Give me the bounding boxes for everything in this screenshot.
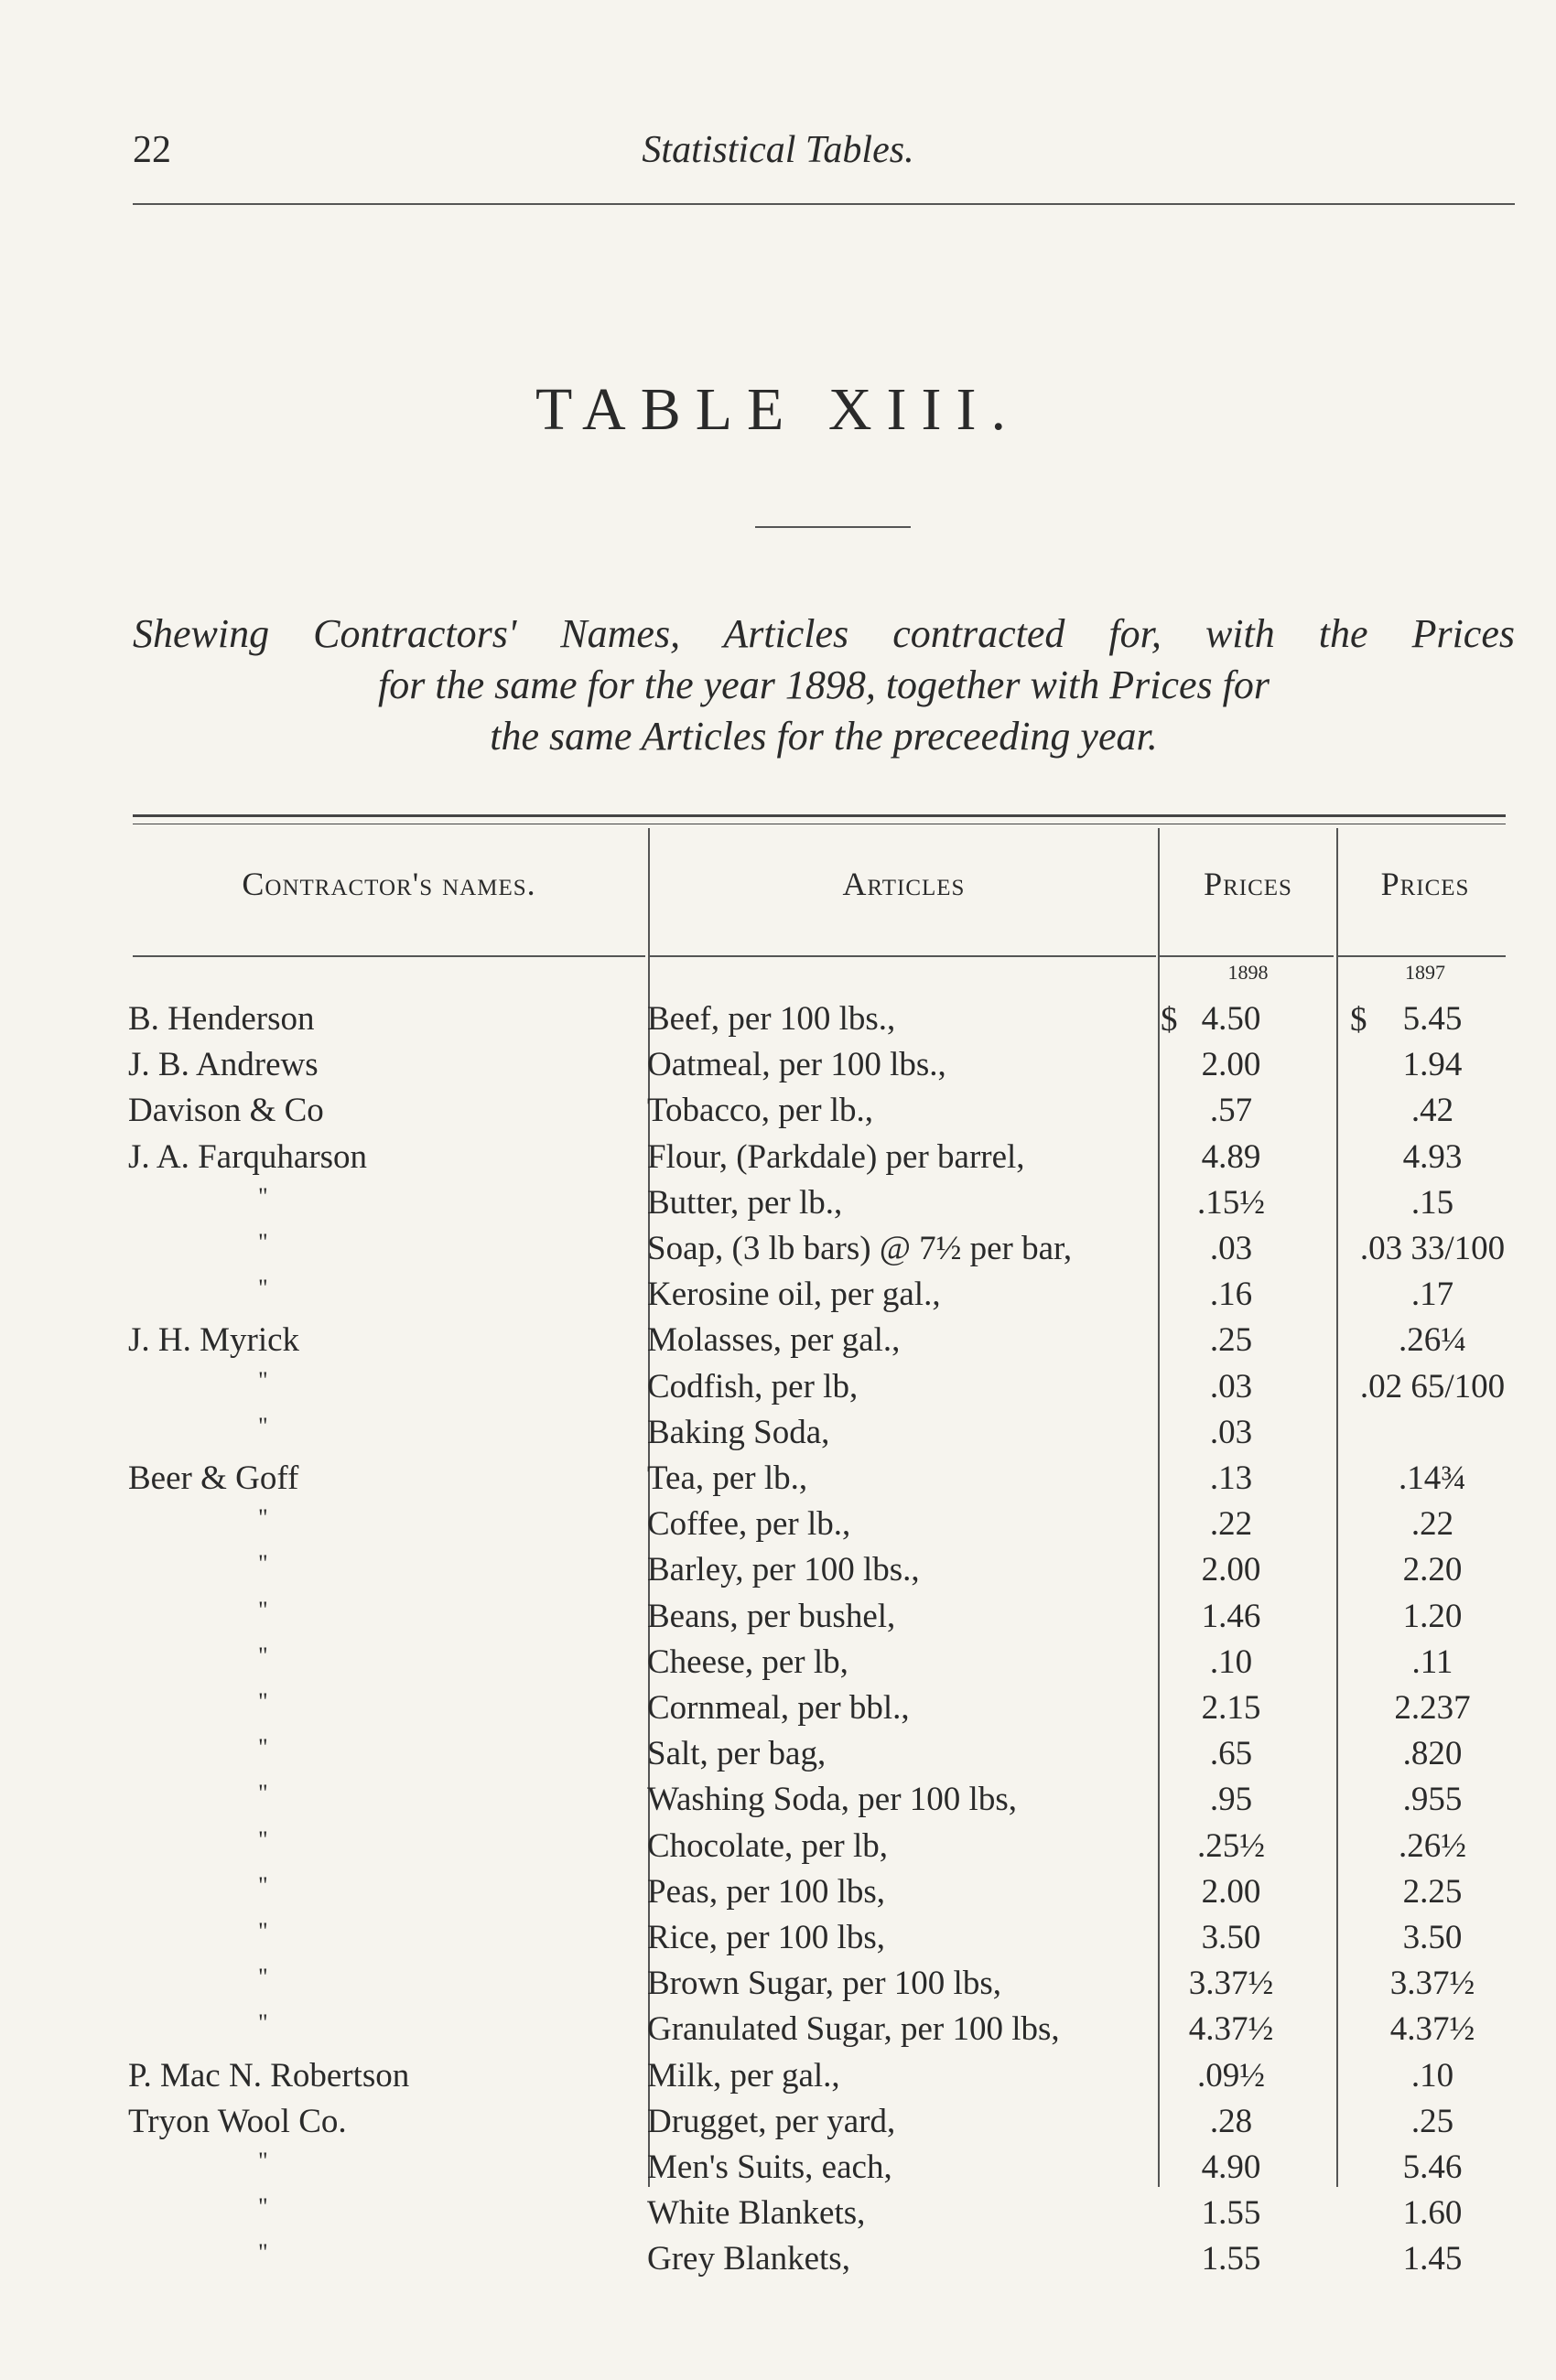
table-caption [133,608,1515,762]
price-1897: 1.94 [1402,1046,1463,1084]
price-1897: .25 [1410,2102,1454,2140]
header-rule-1897 [1338,955,1506,957]
contractor-name: Beer & Goff [128,1459,299,1497]
contractor-name: " [258,1688,267,1715]
price-1897: 1.60 [1402,2194,1463,2233]
price-1897: .26¼ [1399,1321,1466,1360]
article-name: Chocolate, per lb, [647,1826,889,1865]
article-name: Coffee, per lb., [647,1505,851,1544]
price-1898: 2.00 [1201,1551,1261,1589]
price-1897: 5.45 [1402,1000,1463,1038]
contractor-name: J. H. Myrick [128,1321,300,1360]
article-name: Milk, per gal., [647,2056,840,2095]
running-head: Statistical Tables. [642,129,914,171]
price-1898: 1.46 [1201,1597,1261,1635]
article-name: Cornmeal, per bbl., [647,1689,910,1727]
table-row [0,2239,1556,2285]
article-name: Grey Blankets, [647,2240,850,2278]
price-1898: 4.90 [1201,2148,1261,2186]
article-name: Beans, per bushel, [647,1597,896,1635]
contractor-name: " [258,1964,267,1991]
table-row [0,1642,1556,1688]
price-1897: 3.37½ [1389,1965,1475,2003]
article-name: White Blankets, [647,2194,866,2233]
page-number: 22 [133,129,171,171]
table-row [0,2009,1556,2055]
article-name: Barley, per 100 lbs., [647,1551,920,1589]
header-contractor: Contractor's names. [242,866,536,902]
price-1897: .820 [1402,1735,1463,1773]
table-row [0,1918,1556,1964]
caption-line-2: for the same for the year 1898, together with Prices for [378,662,1270,707]
contractor-name: " [258,1412,267,1439]
article-name: Butter, per lb., [647,1183,843,1222]
contractor-name: " [258,1275,267,1302]
title-rule [755,526,911,528]
price-1897: .02 65/100 [1359,1367,1506,1405]
article-name: Codfish, per lb, [647,1367,859,1405]
article-name: Drugget, per yard, [647,2102,896,2140]
contractor-name: " [258,2239,267,2267]
price-1897: .42 [1410,1092,1454,1130]
contractor-name: " [258,2148,267,2174]
article-name: Cheese, per lb, [647,1642,848,1681]
table-row [0,1459,1556,1504]
table-row [0,1367,1556,1413]
price-1897: .10 [1410,2056,1454,2095]
caption-line-1: Shewing Contractors' Names, Articles contracted for, with the Prices [133,611,1515,656]
contractor-name: " [258,1780,267,1807]
caption-line-3: the same Articles for the preceeding year. [490,714,1158,759]
header-prices-1898: Prices [1204,866,1292,902]
article-name: Molasses, per gal., [647,1321,901,1360]
price-1897: .14¾ [1399,1459,1466,1497]
price-1897: 1.45 [1402,2240,1463,2278]
table-row [0,1826,1556,1872]
contractor-name: " [258,1734,267,1761]
table-row [0,1183,1556,1229]
header-prices-1897: Prices [1380,866,1470,902]
price-1898: 2.15 [1201,1689,1261,1727]
contractor-name: " [258,1825,267,1853]
price-1898: 4.37½ [1188,2010,1274,2049]
table-row [0,1229,1556,1275]
price-1897: .22 [1410,1505,1454,1544]
price-1898: .09½ [1197,2056,1265,2095]
price-1898: 1.55 [1201,2240,1261,2278]
header-rule [133,203,1515,205]
price-1898: .15½ [1197,1183,1265,1222]
article-name: Granulated Sugar, per 100 lbs, [647,2010,1060,2049]
article-name: Brown Sugar, per 100 lbs, [647,1965,1001,2003]
price-1898: .03 [1209,1413,1253,1451]
table-row [0,1137,1556,1183]
contractor-name: " [258,2193,267,2221]
price-1898: .57 [1209,1092,1253,1130]
price-1898: 4.50 [1201,1000,1261,1038]
article-name: Peas, per 100 lbs, [647,1872,885,1911]
article-name: Baking Soda, [647,1413,830,1451]
price-1897: 2.237 [1394,1689,1471,1727]
header-articles: Articles [842,866,966,902]
table-row [0,1275,1556,1320]
contractor-name: B. Henderson [128,1000,315,1038]
header-rule-1898 [1160,955,1334,957]
year-label-1898: 1898 [1227,961,1269,984]
year-label-1897: 1897 [1405,961,1445,984]
contractor-name: " [258,1229,267,1255]
price-1898: .10 [1209,1642,1253,1681]
contractor-name: " [258,1596,267,1623]
contractor-name: " [258,1871,267,1899]
article-name: Tea, per lb., [647,1459,808,1497]
price-1897: .11 [1411,1642,1453,1681]
price-1898: .03 [1209,1367,1253,1405]
header-rule-contractor [133,955,645,957]
price-1897: 5.46 [1402,2148,1463,2186]
price-1898: .95 [1209,1781,1253,1819]
price-1898: 3.37½ [1188,1965,1274,2003]
contractor-name: " [258,1366,267,1394]
price-1897: 3.50 [1402,1919,1463,1956]
table-row [0,1504,1556,1550]
price-1897: .03 33/100 [1359,1230,1506,1267]
price-1897: 4.37½ [1389,2010,1475,2049]
contractor-name: " [258,1182,267,1210]
currency-symbol-1898: $ [1161,1001,1178,1039]
price-1897: 2.25 [1402,1872,1463,1911]
article-name: Beef, per 100 lbs., [647,1000,896,1038]
price-1898: .13 [1209,1459,1253,1497]
price-1897: .15 [1410,1183,1454,1222]
price-1898: .65 [1209,1735,1253,1773]
price-1898: .25 [1209,1321,1253,1360]
price-1897: 1.20 [1402,1597,1463,1635]
table-row [0,1872,1556,1918]
article-name: Oatmeal, per 100 lbs., [647,1046,946,1084]
price-1897: .955 [1402,1781,1463,1819]
contractor-name: " [258,2009,267,2037]
price-1898: .03 [1209,1230,1253,1267]
price-1897: .26½ [1399,1826,1466,1865]
price-1898: .28 [1209,2102,1253,2140]
table-title: TABLE XIII. [535,376,1021,443]
price-1897: 4.93 [1402,1137,1463,1176]
table-row [0,1091,1556,1136]
contractor-name: J. A. Farquharson [128,1137,368,1176]
contractor-name: J. B. Andrews [128,1046,319,1084]
contractor-name: " [258,1918,267,1944]
price-1898: .16 [1209,1276,1253,1314]
table-row [0,2056,1556,2102]
table-row [0,1045,1556,1091]
article-name: Kerosine oil, per gal., [647,1276,941,1314]
article-name: Soap, (3 lb bars) @ 7½ per bar, [647,1230,1073,1267]
article-name: Tobacco, per lb., [647,1092,874,1130]
contractor-name: Tryon Wool Co. [128,2102,347,2140]
article-name: Flour, (Parkdale) per barrel, [647,1137,1025,1176]
price-1898: 1.55 [1201,2194,1261,2233]
table-row [0,1597,1556,1642]
price-1898: 3.50 [1201,1919,1261,1956]
contractor-name: Davison & Co [128,1092,324,1130]
table-row [0,1550,1556,1596]
table-row [0,2193,1556,2239]
price-1898: .25½ [1197,1826,1265,1865]
price-1898: 2.00 [1201,1046,1261,1084]
contractor-name: " [258,1550,267,1578]
contractor-name: " [258,1642,267,1669]
article-name: Men's Suits, each, [647,2148,892,2186]
price-1898: .22 [1209,1505,1253,1544]
table-row [0,1688,1556,1734]
article-name: Washing Soda, per 100 lbs, [647,1781,1017,1819]
price-1897: .17 [1410,1276,1454,1314]
article-name: Rice, per 100 lbs, [647,1919,885,1956]
table-row [0,999,1556,1045]
table-row [0,1413,1556,1459]
contractor-name: " [258,1504,267,1532]
table-row [0,1780,1556,1825]
price-1898: 4.89 [1201,1137,1261,1176]
article-name: Salt, per bag, [647,1735,827,1773]
price-1898: 2.00 [1201,1872,1261,1911]
table-row [0,1734,1556,1780]
table-row [0,1320,1556,1366]
table-top-rule [133,814,1506,817]
table-row [0,1964,1556,2009]
table-row [0,2148,1556,2193]
table-row [0,2102,1556,2148]
header-rule-articles [650,955,1156,957]
price-1897: 2.20 [1402,1551,1463,1589]
contractor-name: P. Mac N. Robertson [128,2056,410,2095]
currency-symbol-1897: $ [1350,1001,1367,1039]
